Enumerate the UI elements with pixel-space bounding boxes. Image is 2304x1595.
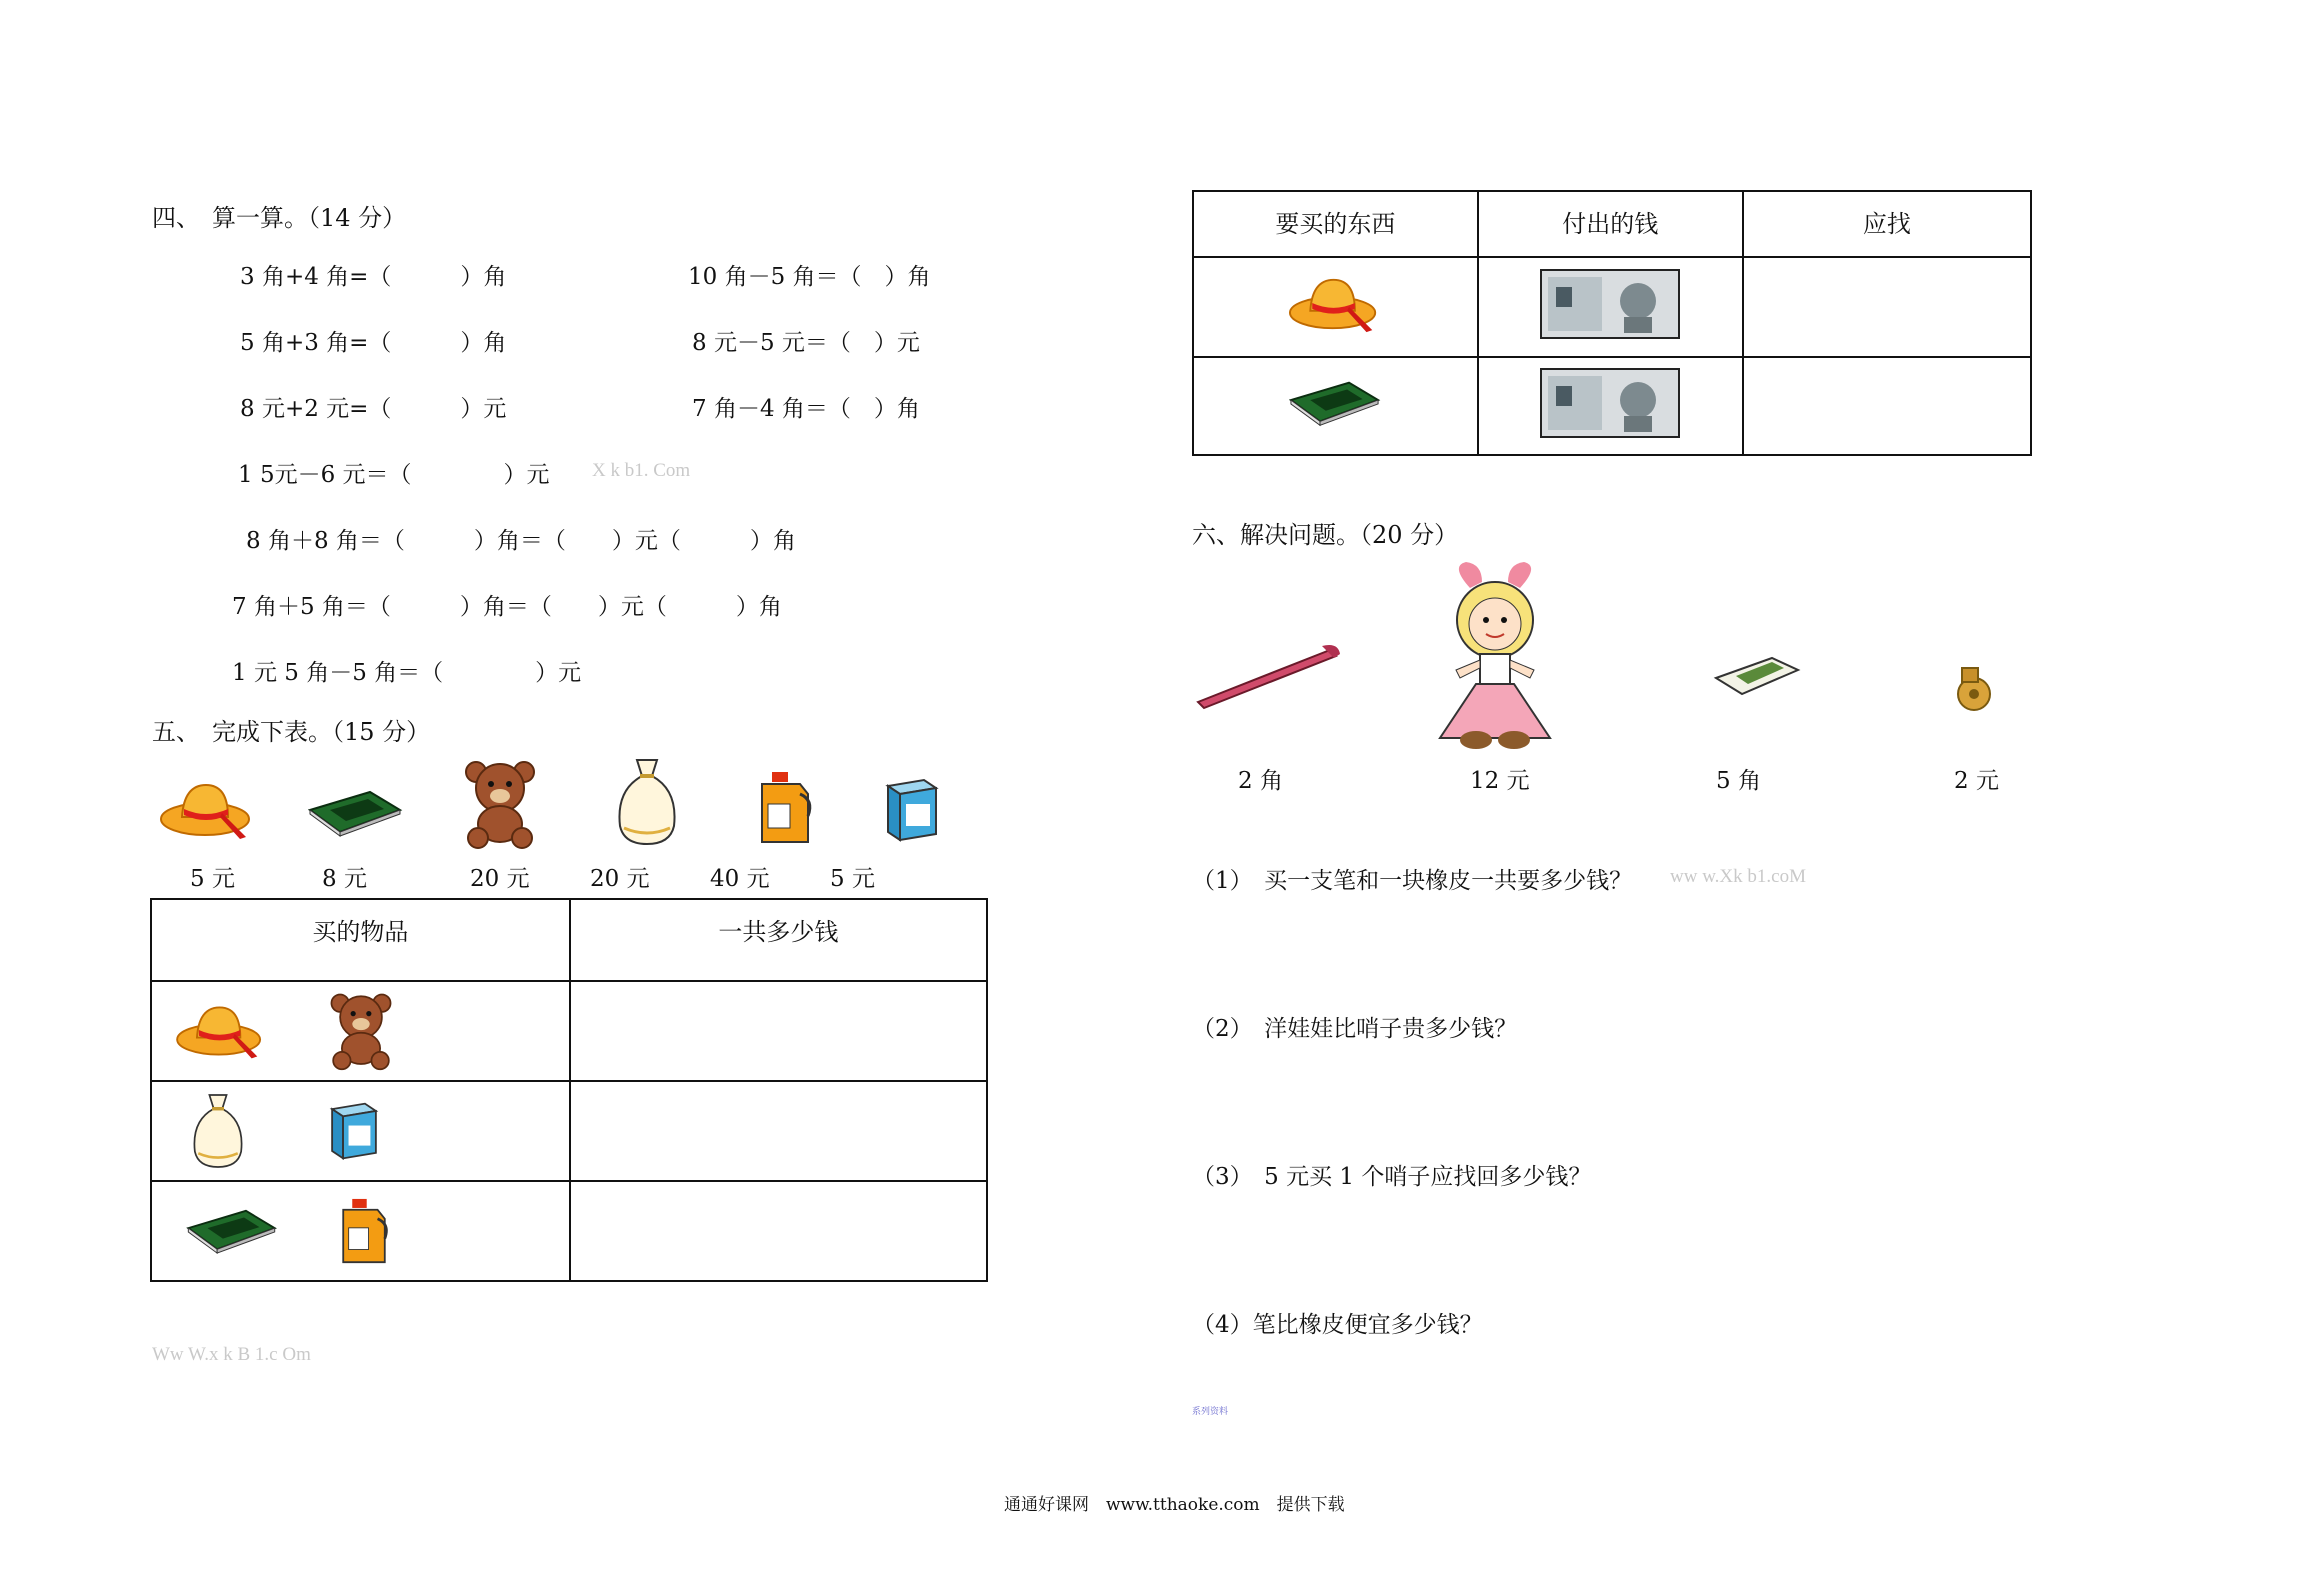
answer-cell[interactable] bbox=[570, 1181, 987, 1281]
change-header-change: 应找 bbox=[1743, 191, 2031, 257]
banknote-10-icon bbox=[1540, 269, 1680, 339]
table-row bbox=[151, 1081, 987, 1181]
change-table bbox=[1192, 190, 2032, 456]
section4-title: 四、 算一算。（14 分） bbox=[152, 204, 407, 232]
tiny-mark: 系列资料 bbox=[1192, 1407, 1229, 1417]
box-icon bbox=[328, 1100, 380, 1162]
calc-row-2-left: 5 角+3 角=（ ）角 bbox=[240, 330, 507, 356]
banknote-10-icon bbox=[1540, 368, 1680, 438]
calc-row-3-left: 8 元+2 元=（ ）元 bbox=[240, 396, 507, 422]
section6-title: 六、解决问题。（20 分） bbox=[1192, 521, 1459, 549]
question-2: （2） 洋娃娃比哨子贵多少钱？ bbox=[1192, 1016, 1518, 1042]
sack-icon bbox=[188, 1091, 248, 1171]
change-header-paid: 付出的钱 bbox=[1478, 191, 1743, 257]
calc-line-4: 1 5元－6 元＝（ ）元 bbox=[238, 462, 550, 488]
table-row bbox=[1193, 357, 2031, 455]
calc-row-1-left: 3 角+4 角=（ ）角 bbox=[240, 264, 507, 290]
book-icon bbox=[186, 1207, 278, 1255]
price-sack: 20 元 bbox=[590, 866, 650, 892]
box-icon bbox=[884, 776, 940, 844]
whistle-icon bbox=[1950, 664, 1996, 716]
section5-title: 五、 完成下表。（15 分） bbox=[152, 718, 431, 746]
eraser-icon bbox=[1712, 654, 1802, 700]
question-4: （4）笔比橡皮便宜多少钱？ bbox=[1192, 1312, 1483, 1338]
price-book: 8 元 bbox=[322, 866, 367, 892]
jug-icon bbox=[754, 770, 816, 845]
sack-icon bbox=[612, 756, 682, 848]
price-doll: 12 元 bbox=[1470, 768, 1530, 794]
answer-cell[interactable] bbox=[1743, 357, 2031, 455]
question-3: （3） 5 元买 1 个哨子应找回多少钱？ bbox=[1192, 1164, 1592, 1190]
page-footer: 通通好课网 www.tthaoke.com 提供下载 bbox=[1004, 1495, 1345, 1515]
calc-row-1-right: 10 角－5 角＝（ ）角 bbox=[688, 264, 931, 290]
change-header-item: 要买的东西 bbox=[1193, 191, 1478, 257]
calc-line-5: 8 角＋8 角＝（ ）角＝（ ）元（ ）角 bbox=[246, 528, 796, 554]
table-row bbox=[1193, 257, 2031, 357]
calc-line-7: 1 元 5 角－5 角＝（ ）元 bbox=[232, 660, 582, 686]
doll-icon bbox=[1420, 560, 1570, 750]
teddy-bear-icon bbox=[460, 758, 540, 850]
watermark-left: Ww W.x k B 1.c Om bbox=[152, 1344, 311, 1365]
answer-cell[interactable] bbox=[570, 1081, 987, 1181]
jug-icon bbox=[336, 1196, 392, 1266]
price-whistle: 2 元 bbox=[1954, 768, 1999, 794]
calc-line-6: 7 角＋5 角＝（ ）角＝（ ）元（ ）角 bbox=[232, 594, 782, 620]
hat-icon bbox=[160, 775, 255, 845]
price-jug: 40 元 bbox=[710, 866, 770, 892]
price-pen: 2 角 bbox=[1238, 768, 1283, 794]
answer-cell[interactable] bbox=[570, 981, 987, 1081]
price-hat: 5 元 bbox=[190, 866, 235, 892]
watermark-xkb1: X k b1. Com bbox=[592, 460, 691, 481]
purchase-header-total: 一共多少钱 bbox=[570, 899, 987, 981]
price-box: 5 元 bbox=[830, 866, 875, 892]
question-1: （1） 买一支笔和一块橡皮一共要多少钱？ bbox=[1192, 868, 1633, 894]
hat-icon bbox=[176, 998, 266, 1064]
teddy-bear-icon bbox=[326, 991, 396, 1071]
book-icon bbox=[1289, 373, 1381, 433]
table-row bbox=[151, 981, 987, 1081]
watermark-question: ww w.Xk b1.coM bbox=[1670, 866, 1806, 887]
purchase-header-items: 买的物品 bbox=[151, 899, 570, 981]
pen-icon bbox=[1192, 634, 1342, 714]
calc-row-2-right: 8 元－5 元＝（ ）元 bbox=[692, 330, 920, 356]
hat-icon bbox=[1289, 270, 1381, 338]
calc-row-3-right: 7 角－4 角＝（ ）角 bbox=[692, 396, 920, 422]
price-eraser: 5 角 bbox=[1716, 768, 1761, 794]
answer-cell[interactable] bbox=[1743, 257, 2031, 357]
book-icon bbox=[308, 788, 403, 838]
price-bear: 20 元 bbox=[470, 866, 530, 892]
purchase-table bbox=[150, 898, 988, 1282]
table-row bbox=[151, 1181, 987, 1281]
